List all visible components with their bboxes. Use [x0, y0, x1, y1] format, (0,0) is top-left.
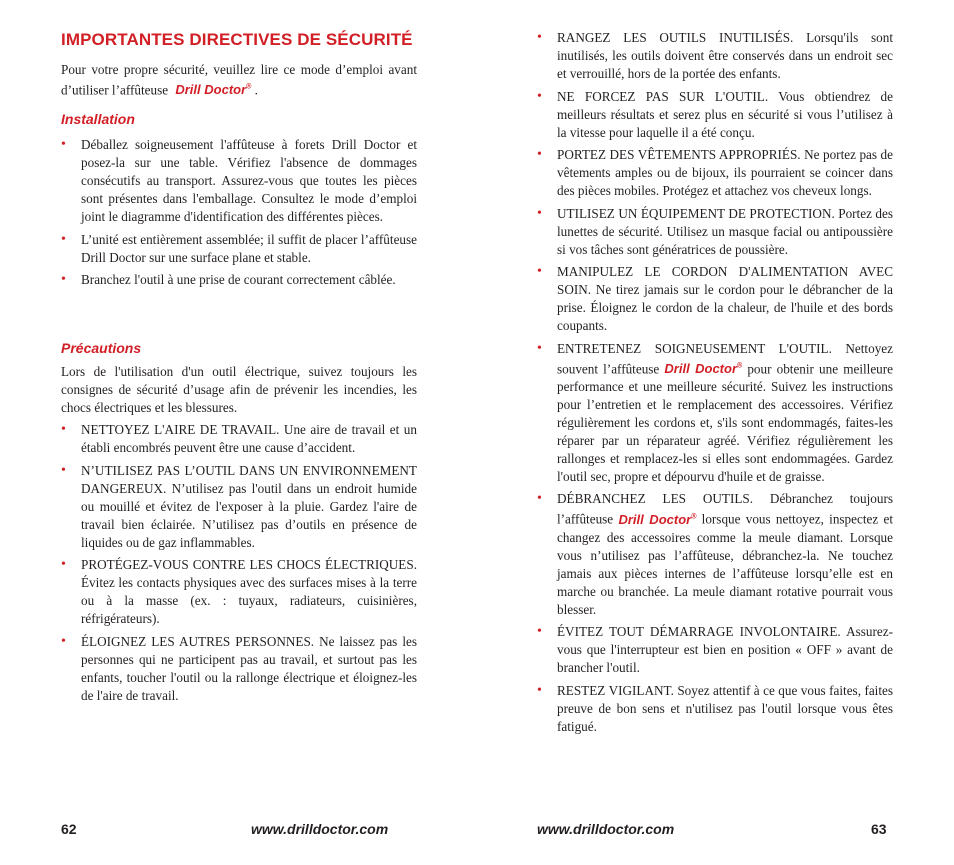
precautions-heading: Précautions	[61, 340, 142, 356]
precautions-intro: Lors de l'utilisation d'un outil électrique, suivez toujours les consignes de sécurité d’usage afin de prévenir les incendies, les chocs électriques et les blessures.	[61, 364, 417, 415]
brand-logo: Drill Doctor®	[618, 511, 697, 527]
list-item: • L’unité est entièrement assemblée; il suffit de placer l’affûteuse Drill Doctor sur une surface plane et stable.	[61, 231, 417, 267]
page-number-right: 63	[871, 821, 887, 837]
list-item: • MANIPULEZ LE CORDON D'ALIMENTATION AVEC SOIN. Ne tirez jamais sur le cordon pour le débrancher de la prise. Éloignez le cordon de la chaleur, de l'huile et des bords coupants.	[537, 263, 893, 335]
page-title: IMPORTANTES DIRECTIVES DE SÉCURITÉ	[61, 30, 413, 49]
list-item: • DÉBRANCHEZ LES OUTILS. Débranchez toujours l’affûteuse Drill Doctor® lorsque vous nettoyez, inspectez et changez des accessoires comme la meule diamant. Lorsque vous n’utilisez pas l’affûteuse, débranchez-la. Ne touchez jamais aux pièces internes de l’affûteuse lorsqu’elle est en marche ou branchée. La meule diamant rotative pourrait vous blesser.	[537, 490, 893, 618]
brand-logo: Drill Doctor®	[664, 360, 743, 376]
list-item: • ÉVITEZ TOUT DÉMARRAGE INVOLONTAIRE. Assurez-vous que l'interrupteur est bien en position « OFF » avant de brancher l'outil.	[537, 623, 893, 677]
list-item: • ENTRETENEZ SOIGNEUSEMENT L'OUTIL. Nettoyez souvent l’affûteuse Drill Doctor® pour obtenir une meilleure performance et une meilleure sécurité. Suivez les instructions pour l’entretien et le remplacement des accessoires. Vérifiez régulièrement les cordons et, s'ils sont endommagés, faites-les réparer par un réparateur agréé. Vérifiez régulièrement les rallonges et remplacez-les si elles sont endommagées. Gardez l'outil sec, propre et dépourvu d'huile et de graisse.	[537, 340, 893, 486]
precautions-list	[61, 421, 417, 709]
list-item: • Branchez l'outil à une prise de courant correctement câblée.	[61, 271, 417, 289]
list-item: • Déballez soigneusement l'affûteuse à forets Drill Doctor et posez-la sur une table. Vérifiez l'absence de dommages consécutifs au transport. Assurez-vous que toutes les pièces sont présentes dans l'emballage. Consultez le mode d’emploi joint le diagramme d'identification des différentes pièces.	[61, 136, 417, 226]
intro-paragraph: Pour votre propre sécurité, veuillez lire ce mode d’emploi avant d’utiliser l’affûteuse Drill Doctor® .	[61, 62, 417, 98]
list-item: • ÉLOIGNEZ LES AUTRES PERSONNES. Ne laissez pas les personnes qui ne participent pas au travail, et surtout pas les enfants, toucher l'outil ou la rallonge électrique et éloignez-les de l'aire de travail.	[61, 633, 417, 705]
installation-list	[61, 136, 417, 294]
list-item: • PORTEZ DES VÊTEMENTS APPROPRIÉS. Ne portez pas de vêtements amples ou de bijoux, ils pourraient se coincer dans des pièces mobiles. Protégez et attachez vos cheveux longs.	[537, 146, 893, 200]
list-item: • RANGEZ LES OUTILS INUTILISÉS. Lorsqu'ils sont inutilisés, les outils doivent être conservés dans un endroit sec et verrouillé, hors de la portée des enfants.	[537, 29, 893, 83]
list-item: • PROTÉGEZ-VOUS CONTRE LES CHOCS ÉLECTRIQUES. Évitez les contacts physiques avec des surfaces mises à la terre ou à la masse (ex. : tuyaux, radiateurs, cuisinières, réfrigérateurs).	[61, 556, 417, 628]
list-item: • NETTOYEZ L'AIRE DE TRAVAIL. Une aire de travail et un établi encombrés peuvent être une cause d’accident.	[61, 421, 417, 457]
list-item: • N’UTILISEZ PAS L’OUTIL DANS UN ENVIRONNEMENT DANGEREUX. N’utilisez pas l'outil dans un endroit humide ou mouillé et évitez de l'exposer à la pluie. Gardez l'aire de travail bien éclairée. N’utilisez pas d’outils en présence de liquides ou de gaz inflammables.	[61, 462, 417, 552]
list-item: • RESTEZ VIGILANT. Soyez attentif à ce que vous faites, faites preuve de bon sens et n'utilisez pas l'outil lorsque vous êtes fatigué.	[537, 682, 893, 736]
website-link-right[interactable]: www.drilldoctor.com	[537, 821, 675, 837]
list-item: • NE FORCEZ PAS SUR L'OUTIL. Vous obtiendrez de meilleurs résultats et serez plus en sécurité si vous l’utilisez à la vitesse pour laquelle il a été conçu.	[537, 88, 893, 142]
installation-heading: Installation	[61, 111, 135, 127]
page-number-left: 62	[61, 821, 77, 837]
safety-list	[537, 29, 893, 740]
brand-logo: Drill Doctor®	[175, 82, 252, 98]
intro-text: Pour votre propre sécurité, veuillez lire ce mode d’emploi avant d’utiliser l’affûteuse	[61, 62, 417, 98]
list-item: • UTILISEZ UN ÉQUIPEMENT DE PROTECTION. Portez des lunettes de sécurité. Utilisez un masque facial ou antipoussière si vos tâches sont génératrices de poussière.	[537, 205, 893, 259]
website-link-left[interactable]: www.drilldoctor.com	[251, 821, 389, 837]
